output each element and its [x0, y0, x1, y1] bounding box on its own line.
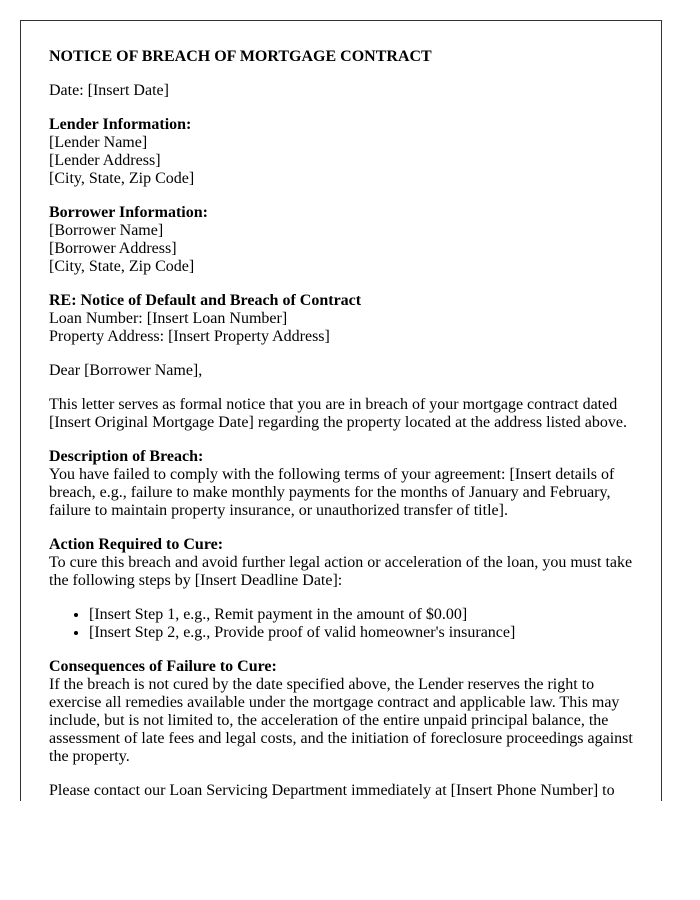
description-of-breach-heading: Description of Breach: [49, 448, 204, 465]
consequences-heading: Consequences of Failure to Cure: [49, 658, 277, 675]
salutation: Dear [Borrower Name], [49, 362, 203, 379]
date-line: Date: [Insert Date] [49, 82, 169, 99]
lender-information-block [49, 116, 633, 188]
borrower-address: [Borrower Address] [49, 240, 177, 257]
action-required-heading: Action Required to Cure: [49, 536, 224, 553]
consequences-block [49, 658, 633, 766]
description-of-breach-body: You have failed to comply with the following terms of your agreement: [Insert details of breach, e.g., failure to make monthly payments for the months of January and February, failure to maintain property insurance, or unauthorized transfer of title]. [49, 466, 615, 519]
lender-name: [Lender Name] [49, 134, 148, 151]
loan-number: Loan Number: [Insert Loan Number] [49, 310, 288, 327]
borrower-name: [Borrower Name] [49, 222, 164, 239]
action-required-block [49, 536, 633, 590]
description-of-breach-block [49, 448, 633, 520]
lender-city-state-zip: [City, State, Zip Code] [49, 170, 195, 187]
consequences-body: If the breach is not cured by the date specified above, the Lender reserves the right to exercise all remedies available under the mortgage contract and applicable law. This may include, but is not limited to, the acceleration of the entire unpaid principal balance, the assessment of late fees and legal costs, and the initiation of foreclosure proceedings against the property. [49, 676, 633, 765]
borrower-information-heading: Borrower Information: [49, 204, 208, 221]
re-heading: RE: Notice of Default and Breach of Contract [49, 292, 362, 309]
borrower-city-state-zip: [City, State, Zip Code] [49, 258, 195, 275]
cure-step-item: • [Insert Step 1, e.g., Remit payment in the amount of $0.00] [89, 606, 633, 624]
action-required-body: To cure this breach and avoid further legal action or acceleration of the loan, you must take the following steps by [Insert Deadline Date]: [49, 554, 633, 589]
intro-paragraph: This letter serves as formal notice that you are in breach of your mortgage contract dated [Insert Original Mortgage Date] regarding the property located at the address listed above. [49, 396, 628, 431]
cure-step-item: • [Insert Step 2, e.g., Provide proof of valid homeowner's insurance] [89, 624, 633, 642]
breach-notice-letter [20, 20, 662, 801]
property-address: Property Address: [Insert Property Address] [49, 328, 330, 345]
borrower-information-block [49, 204, 633, 276]
lender-information-heading: Lender Information: [49, 116, 192, 133]
cure-steps-list [49, 606, 633, 642]
contact-paragraph: Please contact our Loan Servicing Department immediately at [Insert Phone Number] to [49, 782, 615, 799]
document-title: NOTICE OF BREACH OF MORTGAGE CONTRACT [49, 48, 432, 65]
lender-address: [Lender Address] [49, 152, 161, 169]
document-viewport [20, 20, 662, 801]
re-block [49, 292, 633, 346]
